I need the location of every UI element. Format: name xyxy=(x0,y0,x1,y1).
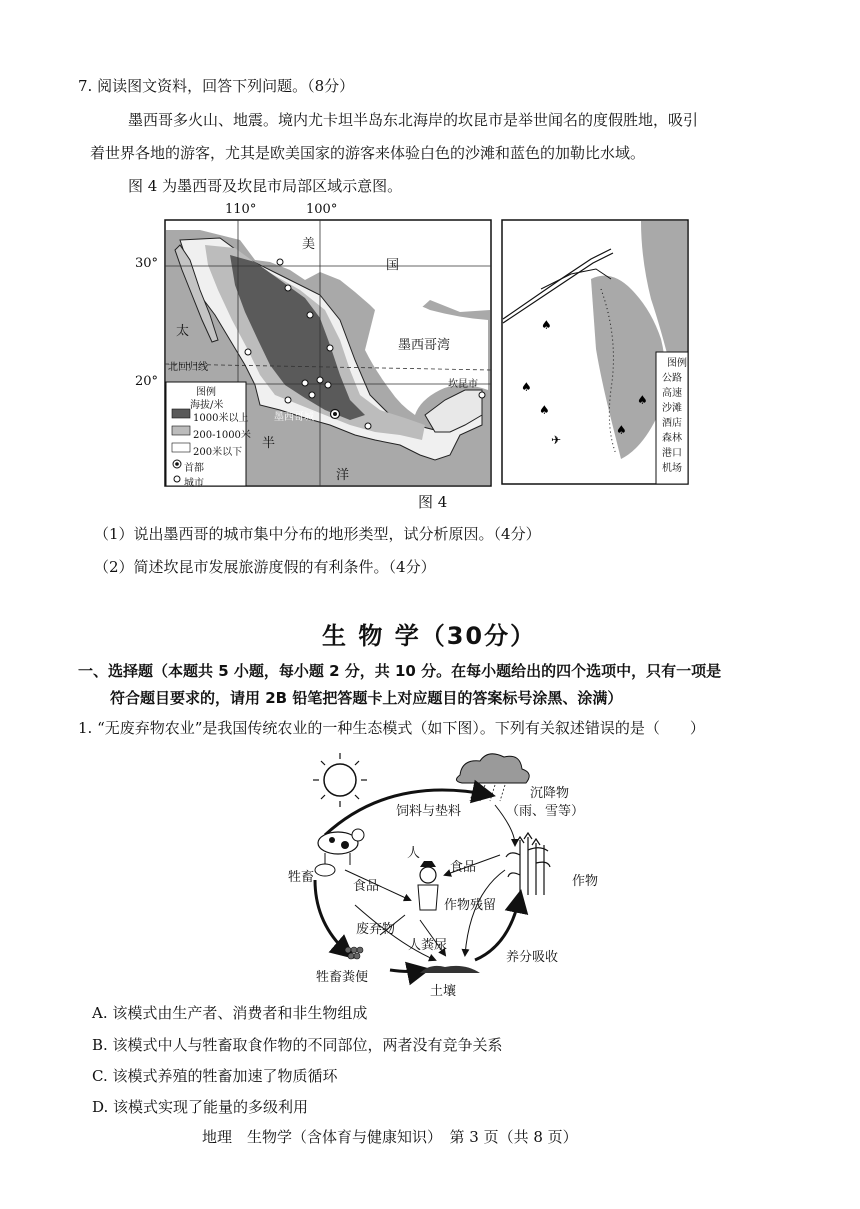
sub-question-1: （1）说出墨西哥的城市集中分布的地形类型，试分析原因。（4分） xyxy=(94,525,541,543)
cow-icon xyxy=(315,829,364,876)
label-human-feces: 人粪尿 xyxy=(408,938,448,953)
city-marker xyxy=(285,397,291,403)
label-livestock: 牲畜 xyxy=(288,870,315,885)
label-waste: 废弃物 xyxy=(356,922,396,937)
section-title: 生 物 学（30分） xyxy=(322,622,537,650)
option-c: C. 该模式养殖的牲畜加速了物质循环 xyxy=(92,1067,338,1085)
city-marker xyxy=(317,377,323,383)
label-tropic: 北回归线 xyxy=(168,362,208,373)
label-precip-note: （雨、雪等） xyxy=(506,804,585,819)
crop-icon xyxy=(506,833,550,895)
sun-icon xyxy=(313,753,367,807)
label-pacific-1: 太 xyxy=(176,324,190,339)
city-marker xyxy=(307,312,313,318)
lat-label-20: 20° xyxy=(135,374,159,389)
cloud-icon xyxy=(456,754,529,801)
label-residue: 作物残留 xyxy=(444,898,497,913)
legend-subtitle: 海拔/米 xyxy=(190,400,224,411)
svg-text:✈: ✈ xyxy=(551,433,562,447)
inset-legend-item: 港口 xyxy=(662,448,682,459)
city-marker xyxy=(365,423,371,429)
inset-legend-item: 机场 xyxy=(662,463,682,474)
label-food-right: 食品 xyxy=(450,860,477,875)
svg-text:♠: ♠ xyxy=(539,403,550,417)
svg-text:♠: ♠ xyxy=(541,318,552,332)
arrow-to-soil xyxy=(390,970,425,972)
option-b: B. 该模式中人与牲畜取食作物的不同部位，两者没有竞争关系 xyxy=(92,1036,503,1054)
lon-label-100: 100° xyxy=(306,202,338,217)
city-marker xyxy=(277,259,283,265)
label-pacific-2: 半 xyxy=(262,436,276,451)
city-marker xyxy=(479,392,485,398)
city-marker xyxy=(245,349,251,355)
question-1-stem: 1. “无废弃物农业”是我国传统农业的一种生态模式（如下图）。下列有关叙述错误的是（ ） xyxy=(78,719,705,737)
page-footer: 地理 生物学（含体育与健康知识） 第 3 页（共 8 页） xyxy=(202,1128,578,1146)
legend-item: 1000米以上 xyxy=(193,413,249,424)
person-icon xyxy=(418,861,438,910)
city-marker xyxy=(309,392,315,398)
inset-legend-item: 酒店 xyxy=(662,418,682,429)
soil-icon xyxy=(420,966,480,973)
part1-instruction: 符合题目要求的，请用 2B 铅笔把答题卡上对应题目的答案标号涂黑、涂满） xyxy=(110,689,623,707)
legend-item: 城市 xyxy=(184,478,204,489)
legend-item: 首都 xyxy=(184,463,204,474)
label-us-2: 国 xyxy=(386,258,400,273)
svg-text:♠: ♠ xyxy=(521,380,532,394)
lat-label-30: 30° xyxy=(135,256,159,271)
legend-title: 图例 xyxy=(196,387,216,398)
legend-item: 200米以下 xyxy=(193,447,243,458)
inset-legend-item: 沙滩 xyxy=(662,403,682,414)
lon-label-110: 110° xyxy=(225,202,257,217)
arrow-livestock-waste xyxy=(315,880,350,955)
label-pacific-3: 洋 xyxy=(336,468,350,483)
city-marker xyxy=(327,345,333,351)
svg-text:♠: ♠ xyxy=(616,423,627,437)
option-d: D. 该模式实现了能量的多级利用 xyxy=(92,1098,309,1116)
inset-legend-item: 森林 xyxy=(662,433,682,444)
label-capital: 墨西哥城 xyxy=(274,412,314,423)
city-marker xyxy=(302,380,308,386)
inset-legend-title: 图例 xyxy=(667,358,687,369)
label-person: 人 xyxy=(407,846,421,861)
legend-item: 200-1000米 xyxy=(193,430,251,441)
label-us-1: 美 xyxy=(302,237,316,252)
figure-caption: 图 4 xyxy=(418,493,448,511)
inset-legend-item: 公路 xyxy=(662,373,682,384)
label-animal-feces: 牲畜粪便 xyxy=(316,970,369,985)
city-marker xyxy=(285,285,291,291)
option-a: A. 该模式由生产者、消费者和非生物组成 xyxy=(92,1004,368,1022)
label-food-left: 食品 xyxy=(353,879,380,894)
part1-instruction: 一、选择题（本题共 5 小题，每小题 2 分，共 10 分。在每小题给出的四个选项中，只有一项是 xyxy=(78,662,722,680)
label-soil: 土壤 xyxy=(430,984,457,999)
paragraph-line: 墨西哥多火山、地震。境内尤卡坦半岛东北海岸的坎昆市是举世闻名的度假胜地，吸引 xyxy=(128,111,699,129)
figure-intro: 图 4 为墨西哥及坎昆市局部区域示意图。 xyxy=(128,177,403,195)
inset-legend-item: 高速 xyxy=(662,388,682,399)
city-marker xyxy=(325,382,331,388)
manure-icon xyxy=(345,947,363,959)
label-precip: 沉降物 xyxy=(530,786,570,801)
sub-question-2: （2）简述坎昆市发展旅游度假的有利条件。（4分） xyxy=(94,558,436,576)
question-7-title: 7. 阅读图文资料，回答下列问题。（8分） xyxy=(78,77,355,95)
label-nutrient: 养分吸收 xyxy=(506,950,559,965)
label-crop: 作物 xyxy=(572,874,599,889)
label-feed: 饲料与垫料 xyxy=(396,804,462,819)
label-cancun: 坎昆市 xyxy=(448,379,478,390)
paragraph-line: 着世界各地的游客，尤其是欧美国家的游客来体验白色的沙滩和蓝色的加勒比水域。 xyxy=(90,144,646,162)
svg-text:♠: ♠ xyxy=(637,393,648,407)
label-gulf: 墨西哥湾 xyxy=(398,338,451,353)
